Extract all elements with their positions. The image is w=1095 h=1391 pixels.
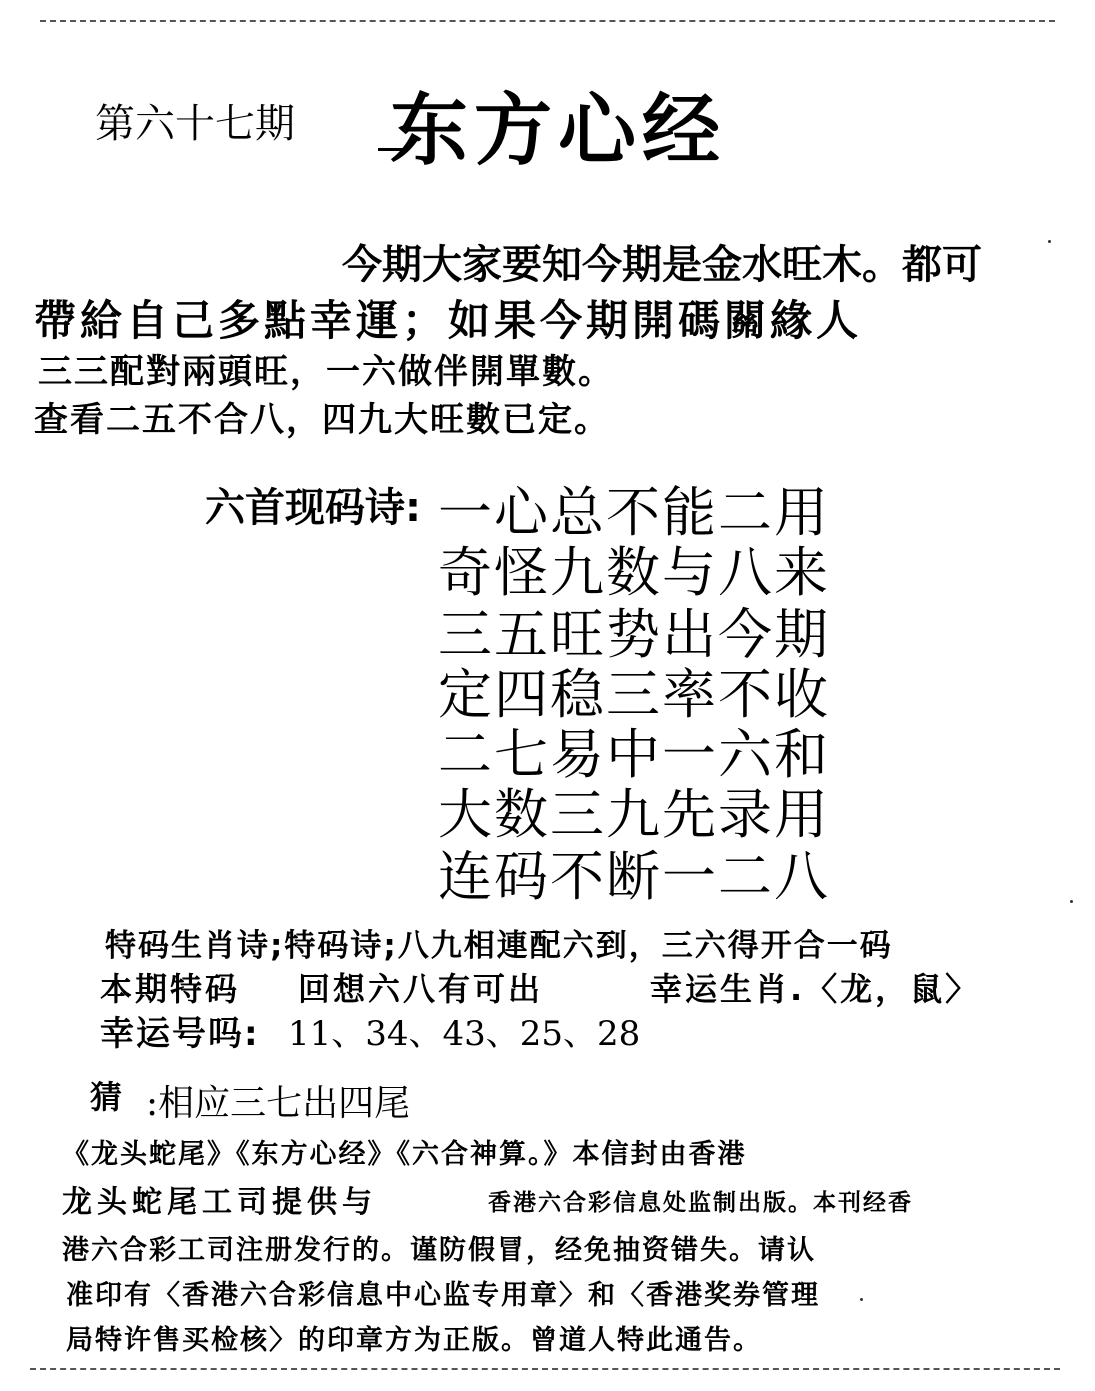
poem-line: 二七易中一六和 xyxy=(438,723,830,786)
page-title: 东方心经 xyxy=(390,86,727,176)
poem-line: 连码不断一二八 xyxy=(438,845,830,908)
intro-line-1: 今期大家要知今期是金水旺木。都可 xyxy=(342,242,982,288)
poem-line: 大数三九先录用 xyxy=(438,783,830,846)
poem-line: 三五旺势出今期 xyxy=(438,603,830,666)
poem-line: 一心总不能二用 xyxy=(438,481,830,544)
bottom-dashed-border xyxy=(30,1368,1060,1370)
notice-line-4: 准印有〈香港六合彩信息中心监专用章〉和〈香港奖券管理 xyxy=(66,1280,820,1311)
lucky-numbers: 11、34、43、25、28 xyxy=(288,1014,641,1054)
guess-text: :相应三七出四尾 xyxy=(146,1083,411,1124)
intro-line-4: 查看二五不合八，四九大旺數已定。 xyxy=(34,400,610,440)
poem-line: 奇怪九数与八来 xyxy=(438,541,830,604)
lucky-zodiac: 幸运生肖.〈龙，鼠〉 xyxy=(650,970,981,1008)
notice-line-1: 《龙头蛇尾》《东方心经》《六合神算。》本信封由香港 xyxy=(62,1139,747,1170)
issue-number: 第六十七期 xyxy=(95,101,295,147)
issue-code-text: 回想六八有可出 xyxy=(298,970,544,1008)
notice-line-2b: 香港六合彩信息处监制出版。本刊经香 xyxy=(488,1190,913,1216)
intro-line-2: 帶給自己多點幸運；如果今期開碼關緣人 xyxy=(34,296,863,345)
notice-line-3: 港六合彩工司注册发行的。谨防假冒，经免抽资错失。请认 xyxy=(62,1235,816,1266)
special-code-poem: 特码生肖诗;特码诗;八九相連配六到，三六得开合一码 xyxy=(105,928,893,964)
scan-speck xyxy=(1048,240,1051,243)
top-dashed-border xyxy=(40,20,1055,22)
guess-label: 猜 xyxy=(90,1078,123,1116)
poem-label: 六首现码诗: xyxy=(205,485,421,531)
scan-speck xyxy=(1070,900,1073,903)
scan-speck xyxy=(860,1298,863,1301)
poem-line: 定四稳三率不收 xyxy=(438,663,830,726)
lucky-numbers-label: 幸运号吗: xyxy=(100,1014,260,1054)
notice-line-2a: 龙头蛇尾工司提供与 xyxy=(62,1185,377,1220)
intro-line-3: 三三配對兩頭旺，一六做伴開單數。 xyxy=(38,352,614,392)
notice-line-5: 局特许售买检核〉的印章方为正版。曾道人特此通告。 xyxy=(66,1325,762,1356)
issue-code-label: 本期特码 xyxy=(100,970,241,1008)
